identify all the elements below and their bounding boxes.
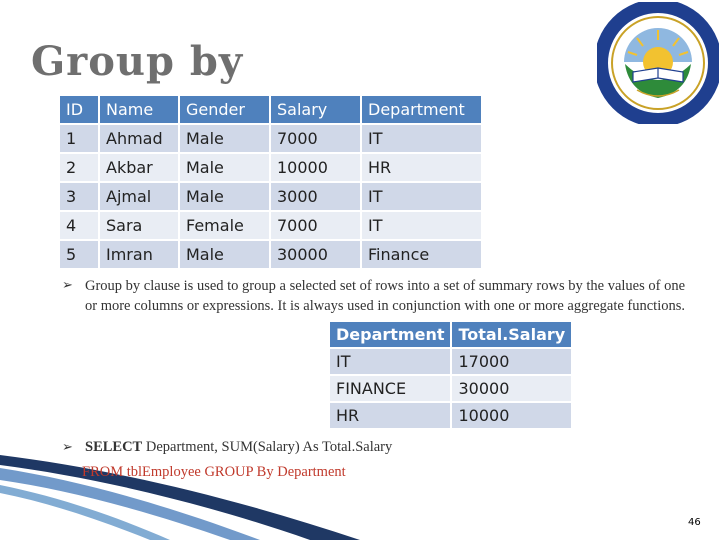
cell-id: 5 [60,241,98,268]
cell-total-salary: 17000 [452,349,571,374]
sql-query [85,437,505,457]
cell-department: FINANCE [330,376,450,401]
employee-table [58,94,483,270]
summary-table [328,320,573,430]
cell-id: 3 [60,183,98,210]
cell-name: Ajmal [100,183,178,210]
page-title: Group by [31,38,244,85]
column-header-total-salary: Total.Salary [452,322,571,347]
cell-salary: 3000 [271,183,360,210]
cell-gender: Female [180,212,269,239]
bullet-arrow-icon: ➢ [62,278,73,293]
table-row [60,241,481,268]
cell-salary: 10000 [271,154,360,181]
cell-total-salary: 30000 [452,376,571,401]
column-header-name: Name [100,96,178,123]
column-header-department: Department [362,96,481,123]
table-row [60,154,481,181]
cell-gender: Male [180,154,269,181]
cell-id: 1 [60,125,98,152]
table-row [60,125,481,152]
cell-department: IT [362,212,481,239]
cell-department: IT [362,125,481,152]
column-header-salary: Salary [271,96,360,123]
employee-table-header-row [60,96,481,123]
cell-gender: Male [180,183,269,210]
cell-gender: Male [180,241,269,268]
cell-name: Ahmad [100,125,178,152]
cell-gender: Male [180,125,269,152]
table-row [330,403,571,428]
table-row [60,183,481,210]
cell-department: IT [330,349,450,374]
bullet-arrow-icon: ➢ [62,440,73,455]
column-header-id: ID [60,96,98,123]
page-number: 46 [688,517,701,528]
cell-name: Imran [100,241,178,268]
cell-department: HR [362,154,481,181]
cell-total-salary: 10000 [452,403,571,428]
table-row [60,212,481,239]
cell-salary: 7000 [271,125,360,152]
institution-logo [597,2,719,124]
table-row [330,349,571,374]
sql-from-clause: FROM tblEmployee GROUP By Department [82,464,346,480]
sql-select-keyword: SELECT [85,439,143,455]
cell-salary: 7000 [271,212,360,239]
summary-table-header-row [330,322,571,347]
cell-name: Sara [100,212,178,239]
column-header-department: Department [330,322,450,347]
cell-department: HR [330,403,450,428]
cell-department: IT [362,183,481,210]
cell-id: 4 [60,212,98,239]
group-by-description: Group by clause is used to group a selected set of rows into a set of summary rows by the values of one or more columns or expressions. It is always used in conjunction with one or more aggregate functions. [85,278,686,314]
cell-department: Finance [362,241,481,268]
sql-select-clause: Department, SUM(Salary) As Total.Salary [142,439,393,455]
column-header-gender: Gender [180,96,269,123]
table-row [330,376,571,401]
cell-id: 2 [60,154,98,181]
cell-salary: 30000 [271,241,360,268]
cell-name: Akbar [100,154,178,181]
